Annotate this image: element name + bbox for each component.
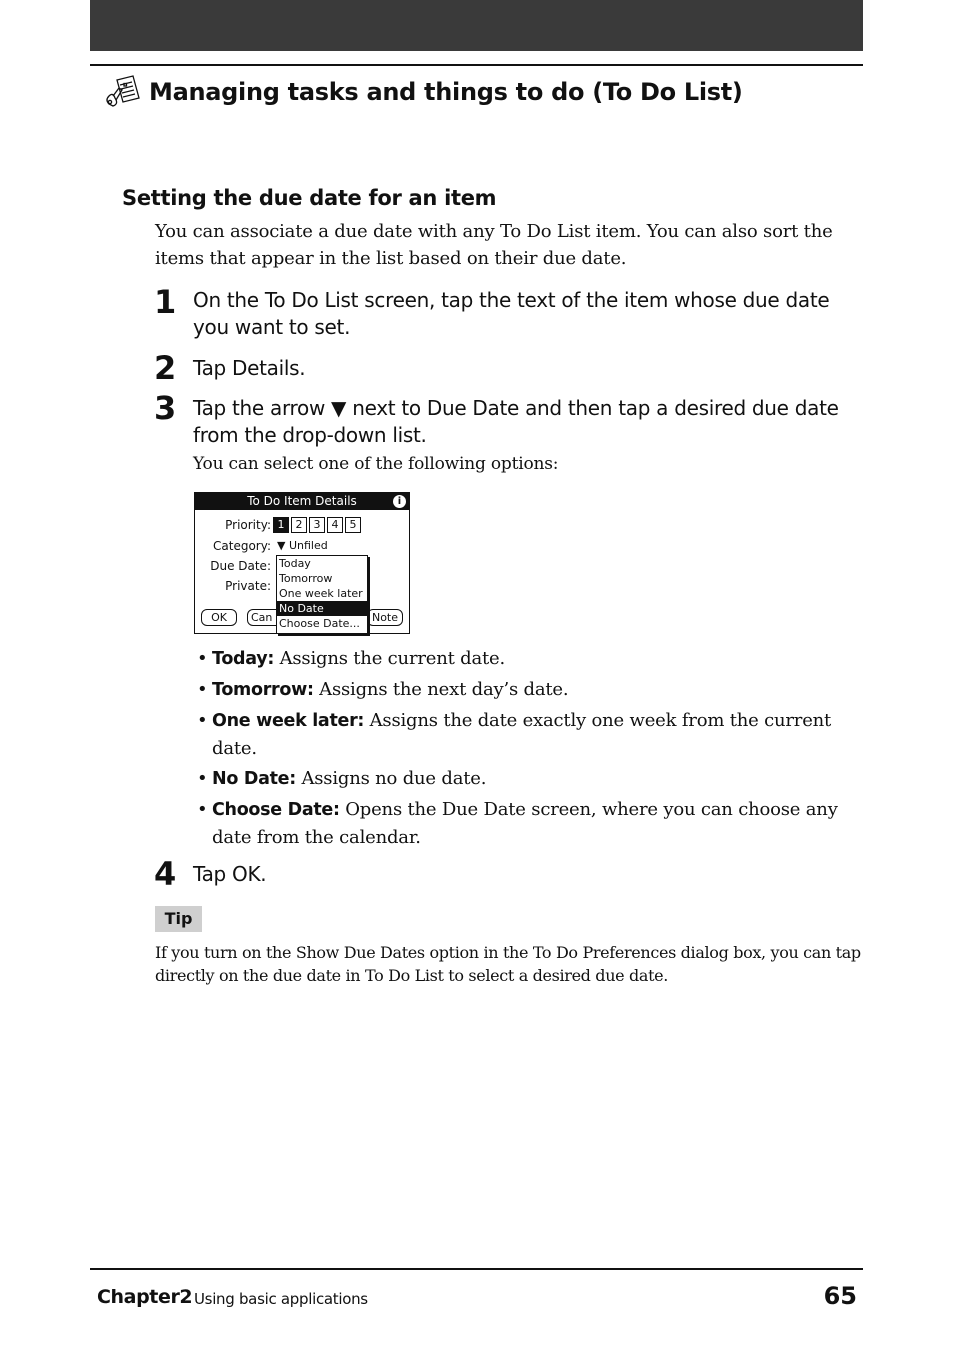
tip-text: If you turn on the Show Due Dates option in the To Do Preferences dialog box, you can tap directly on the due date in To Do List to select a desired due date. [155, 943, 861, 985]
page-number: 65 [823, 1282, 857, 1310]
due-date-dropdown [276, 555, 368, 634]
option-description: Assigns the next day’s date. [313, 679, 569, 700]
section-heading [103, 74, 743, 110]
option-term: Today: [212, 649, 275, 669]
option-description: Assigns the date exactly one week from the current date. [212, 710, 832, 759]
dropdown-item-tomorrow: Tomorrow [279, 572, 333, 585]
info-icon: i [393, 495, 406, 508]
footer-description: Using basic applications [194, 1290, 368, 1308]
step-text: On the To Do List screen, tap the text of the item whose due date you want to set. [193, 288, 830, 339]
step-number: 4 [154, 855, 177, 893]
dropdown-item-one-week-later: One week later [279, 587, 363, 600]
options-list [197, 645, 857, 854]
list-item [197, 645, 857, 673]
priority-option: 3 [309, 517, 325, 533]
priority-option: 4 [327, 517, 343, 533]
step-text: Tap the arrow ▼ next to Due Date and then tap a desired due date from the drop-down list. [193, 396, 839, 447]
header-rule [90, 64, 863, 66]
priority-label: Priority: [225, 518, 271, 532]
section-title: Managing tasks and things to do (To Do List) [149, 78, 743, 106]
note-button: Note [367, 609, 403, 626]
option-description: Assigns no due date. [295, 768, 487, 789]
options-intro: You can select one of the following options: [193, 454, 559, 474]
todo-item-details-screenshot [194, 492, 410, 634]
list-item [197, 765, 857, 793]
list-item [197, 707, 857, 762]
category-value: ▼ Unfiled [277, 539, 328, 552]
step-number: 3 [154, 389, 177, 427]
priority-selector [273, 517, 363, 533]
priority-option: 1 [273, 517, 289, 533]
footer-chapter: Chapter2 [97, 1286, 193, 1308]
option-description: Assigns the current date. [274, 648, 506, 669]
option-term: One week later: [212, 711, 365, 731]
dialog-title-bar [195, 493, 409, 510]
category-label: Category: [213, 539, 271, 553]
header-bar [90, 0, 863, 51]
list-item [197, 676, 857, 704]
dialog-title: To Do Item Details [247, 494, 357, 508]
option-term: Tomorrow: [212, 680, 314, 700]
footer-rule [90, 1268, 863, 1270]
tip-label: Tip [155, 906, 202, 932]
priority-option: 5 [345, 517, 361, 533]
dropdown-item-today: Today [279, 557, 311, 570]
priority-option: 2 [291, 517, 307, 533]
option-description: Opens the Due Date screen, where you can choose any date from the calendar. [212, 799, 838, 848]
step-text: Tap Details. [193, 356, 306, 380]
dropdown-item-no-date: No Date [277, 601, 367, 616]
subsection-title: Setting the due date for an item [122, 186, 497, 210]
step-number: 2 [154, 349, 177, 387]
option-term: Choose Date: [212, 800, 340, 820]
dropdown-item-choose-date: Choose Date... [279, 617, 360, 630]
todo-list-icon [103, 74, 143, 110]
intro-paragraph: You can associate a due date with any To Do List item. You can also sort the items that appear in the list based on their due date. [155, 221, 833, 269]
list-item [197, 796, 857, 851]
cancel-button: Can [247, 609, 292, 626]
due-date-label: Due Date: [210, 559, 271, 573]
private-label: Private: [225, 579, 271, 593]
option-term: No Date: [212, 769, 296, 789]
step-text: Tap OK. [193, 862, 267, 886]
step-number: 1 [154, 283, 177, 321]
ok-button: OK [201, 609, 237, 626]
